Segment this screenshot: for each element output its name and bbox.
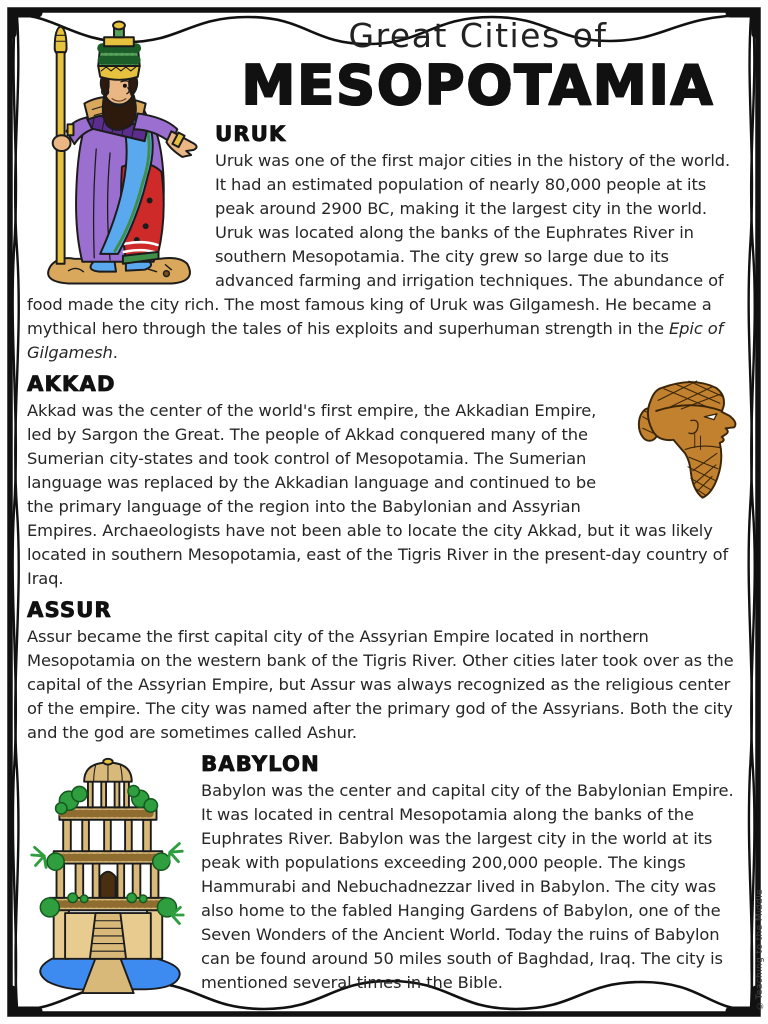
uruk-text: Uruk was one of the first major cities in the history of the world. It had an estimated population of nearly 80,000 people at its peak around 2900 BC, making it the largest city in the world. Uruk was located along the banks of the Euphrates River in southern Mesopotamia. The city grew so large due to its advanced farming and irrigation techniques. The abundance of food made the city rich. The most famous king of Uruk was Gilgamesh. He became a mythical hero through the tales of his exploits and superhuman strength in the bbox=[27, 150, 731, 338]
page-title: MESOPOTAMIA bbox=[241, 53, 715, 117]
page-content bbox=[27, 16, 741, 1004]
section-akkad bbox=[27, 372, 741, 591]
akkad-heading: AKKAD bbox=[27, 371, 116, 396]
section-babylon bbox=[27, 752, 741, 995]
akkadian-head-illustration bbox=[635, 372, 741, 500]
king-illustration bbox=[27, 18, 205, 288]
uruk-heading: URUK bbox=[215, 121, 287, 146]
uruk-text-end: . bbox=[112, 342, 118, 362]
babylon-heading: BABYLON bbox=[201, 751, 320, 776]
page-subtitle: Great Cities of bbox=[348, 16, 608, 55]
section-assur bbox=[27, 598, 741, 745]
babylon-gardens-illustration bbox=[27, 754, 187, 996]
assur-paragraph: Assur became the first capital city of the Assyrian Empire located in northern Mesopotamia on the western bank of the Tigris River. Other cities later took over as the capital of the Assyrian Empire, but Assur was always recognized as the religious center of the empire. The city was named after the primary god of the Assyrians. Both the city and the god are sometimes called Ashur. bbox=[27, 626, 734, 742]
uruk-italic-title: Epic of Gilgamesh bbox=[27, 318, 724, 362]
babylon-paragraph: Babylon was the center and capital city of the Babylonian Empire. It was located in central Mesopotamia along the banks of the Euphrates River. Babylon was the largest city in the world at its peak with populations exceeding 200,000 people. The kings Hammurabi and Nebuchadnezzar lived in Babylon. The city was also home to the fabled Hanging Gardens of Babylon, one of the Seven Wonders of the Ancient World. Today the ruins of Babylon can be found around 50 miles south of Baghdad, Iraq. The city is mentioned several times in the Bible. bbox=[201, 780, 734, 992]
copyright-credit: ©Teaching to the Middle bbox=[755, 889, 765, 1010]
assur-heading: ASSUR bbox=[27, 597, 112, 622]
akkad-paragraph: Akkad was the center of the world's first empire, the Akkadian Empire, led by Sargon the Great. The people of Akkad conquered many of the Sumerian city-states and took control of Mesopotamia. The Sumerian language was replaced by the Akkadian language and continued to be the primary language of the region into the Babylonian and Assyrian Empires. Archaeologists have not been able to locate the city Akkad, but it was likely located in southern Mesopotamia, east of the Tigris River in the present-day country of Iraq. bbox=[27, 400, 729, 588]
